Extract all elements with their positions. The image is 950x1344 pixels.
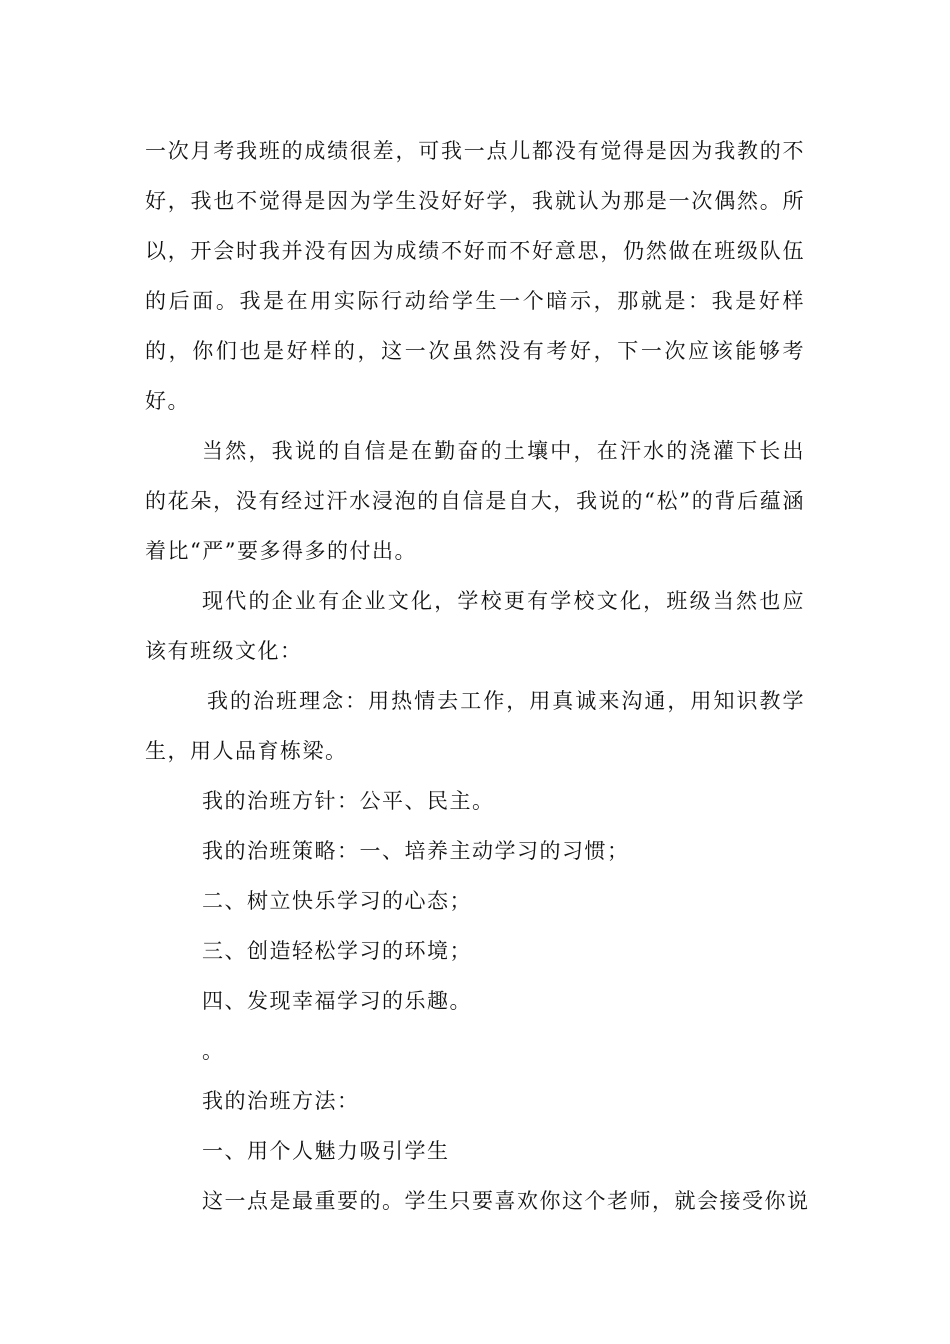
line-method-1-text: 这一点是最重要的。学生只要喜欢你这个老师，就会接受你说 (202, 1189, 810, 1213)
paragraph-monthly-exam: 一次月考我班的成绩很差，可我一点儿都没有觉得是因为我教的不好，我也不觉得是因为学生没好好学，我就认为那是一次偶然。所以，开会时我并没有因为成绩不好而不好意思，仍然做在班级队伍的后面。我是在用实际行动给学生一个暗示，那就是：我是好样的，你们也是好样的，这一次虽然没有考好，下一次应该能够考好。 (145, 139, 805, 413)
paragraph-class-culture: 现代的企业有企业文化，学校更有学校文化，班级当然也应该有班级文化： (145, 589, 805, 663)
line-stray-period: 。 (202, 1039, 225, 1063)
paragraph-philosophy: 我的治班理念：用热情去工作，用真诚来沟通，用知识教学生，用人品育栋梁。 (145, 689, 805, 763)
line-method-1: 一、用个人魅力吸引学生 (202, 1139, 450, 1163)
line-strategy-3: 三、创造轻松学习的环境； (202, 939, 472, 963)
paragraph-confidence: 当然，我说的自信是在勤奋的土壤中，在汗水的浇灌下长出的花朵，没有经过汗水浸泡的自信是自大，我说的“松”的背后蕴涵着比“严”要多得多的付出。 (145, 439, 805, 563)
document-body (145, 126, 810, 1226)
line-strategy-4: 四、发现幸福学习的乐趣。 (202, 989, 472, 1013)
line-strategy: 我的治班策略：一、培养主动学习的习惯； (202, 839, 630, 863)
line-strategy-2: 二、树立快乐学习的心态； (202, 889, 472, 913)
line-policy: 我的治班方针：公平、民主。 (202, 789, 495, 813)
line-methods-heading: 我的治班方法： (202, 1089, 360, 1113)
